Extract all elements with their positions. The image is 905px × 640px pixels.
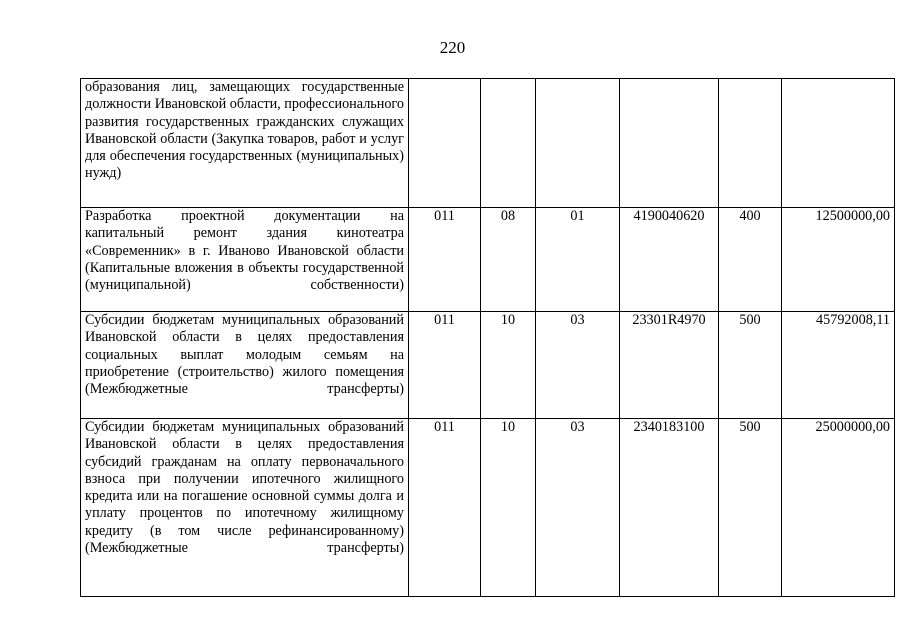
table-row	[81, 79, 895, 208]
section-code: 10	[481, 312, 536, 419]
amount	[782, 79, 895, 208]
amount: 25000000,00	[782, 419, 895, 597]
row-description: Субсидии бюджетам муниципальных образований Ивановской области в целях предоставления социальных выплат молодым семьям на приобретение (строительство) жилого помещения (Межбюджетные трансферты)	[81, 312, 409, 419]
table-row	[81, 419, 895, 597]
section-code: 10	[481, 419, 536, 597]
expense-type-code: 500	[719, 312, 782, 419]
expense-type-code: 400	[719, 208, 782, 312]
expense-type-code	[719, 79, 782, 208]
ministry-code	[409, 79, 481, 208]
row-description: Разработка проектной документации на капитальный ремонт здания кинотеатра «Современник» в г. Иваново Ивановской области (Капитальные вложения в объекты государственной (муниципальной) собственности)	[81, 208, 409, 312]
target-article-code: 2340183100	[620, 419, 719, 597]
row-description: образования лиц, замещающих государственные должности Ивановской области, профессионального развития государственных гражданских служащих Ивановской области (Закупка товаров, работ и услуг для обеспечения государственных (муниципальных) нужд)	[81, 79, 409, 208]
amount: 45792008,11	[782, 312, 895, 419]
ministry-code: 011	[409, 419, 481, 597]
target-article-code: 4190040620	[620, 208, 719, 312]
section-code: 08	[481, 208, 536, 312]
budget-table	[80, 78, 895, 597]
subsection-code	[536, 79, 620, 208]
subsection-code: 03	[536, 312, 620, 419]
target-article-code	[620, 79, 719, 208]
subsection-code: 01	[536, 208, 620, 312]
amount: 12500000,00	[782, 208, 895, 312]
table-row	[81, 312, 895, 419]
table-row	[81, 208, 895, 312]
row-description: Субсидии бюджетам муниципальных образований Ивановской области в целях предоставления субсидий гражданам на оплату первоначального взноса при получении ипотечного жилищного кредита или на погашение основной суммы долга и уплату процентов по ипотечному жилищному кредиту (в том числе рефинансированному) (Межбюджетные трансферты)	[81, 419, 409, 597]
target-article-code: 23301R4970	[620, 312, 719, 419]
page-number: 220	[439, 38, 466, 57]
subsection-code: 03	[536, 419, 620, 597]
ministry-code: 011	[409, 312, 481, 419]
ministry-code: 011	[409, 208, 481, 312]
expense-type-code: 500	[719, 419, 782, 597]
section-code	[481, 79, 536, 208]
